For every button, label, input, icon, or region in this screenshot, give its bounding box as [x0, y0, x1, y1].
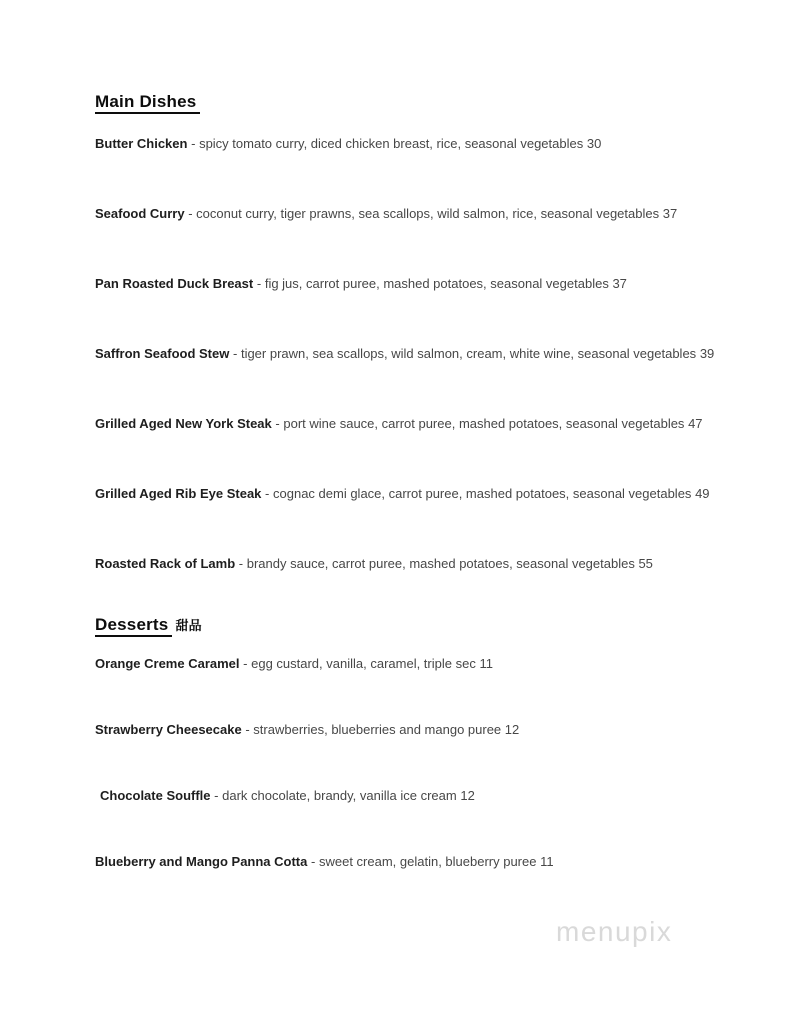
- dish-description: dark chocolate, brandy, vanilla ice cream: [222, 788, 457, 803]
- dish-name: Chocolate Souffle: [100, 788, 211, 803]
- menu-item-pan-roasted-duck-breast: [95, 277, 753, 291]
- dish-separator: -: [188, 206, 193, 221]
- section-desserts: [95, 615, 753, 869]
- dish-price: 55: [638, 556, 653, 571]
- dish-price: 49: [695, 486, 710, 501]
- menupix-watermark: menupix: [556, 916, 673, 947]
- dish-description: brandy sauce, carrot puree, mashed potatoes, seasonal vegetables: [246, 556, 635, 571]
- dish-price: 37: [662, 206, 678, 221]
- menu-item-strawberry-cheesecake: [95, 723, 753, 737]
- section-main-dishes: [95, 92, 753, 571]
- section-title-text: Desserts: [95, 615, 172, 637]
- dish-description: spicy tomato curry, diced chicken breast, rice, seasonal vegetables: [199, 136, 584, 151]
- dish-separator: -: [245, 722, 250, 737]
- dish-description: port wine sauce, carrot puree, mashed potatoes, seasonal vegetables: [283, 416, 685, 431]
- dish-description: cognac demi glace, carrot puree, mashed potatoes, seasonal vegetables: [273, 486, 692, 501]
- section-title-chinese: 甜品: [175, 618, 202, 633]
- dish-price: 37: [612, 276, 627, 291]
- section-title-main-dishes: [95, 92, 753, 114]
- dish-separator: -: [238, 556, 244, 571]
- dish-price: 12: [460, 788, 475, 803]
- dish-description: strawberries, blueberries and mango puree: [253, 722, 502, 737]
- dish-name: Pan Roasted Duck Breast: [95, 276, 254, 291]
- dish-description: egg custard, vanilla, caramel, triple sec: [251, 656, 476, 671]
- menu-item-saffron-seafood-stew: [95, 347, 753, 361]
- dish-separator: -: [265, 486, 270, 501]
- dish-price: 12: [504, 722, 520, 737]
- menu-item-seafood-curry: [95, 207, 753, 221]
- dish-description: tiger prawn, sea scallops, wild salmon, cream, white wine, seasonal vegetables: [240, 346, 697, 361]
- menu-item-grilled-aged-rib-eye-steak: [95, 487, 753, 501]
- dish-price: 11: [540, 854, 554, 869]
- dish-price: 11: [479, 656, 493, 671]
- dish-separator: -: [243, 656, 248, 671]
- dish-name: Strawberry Cheesecake: [95, 722, 242, 737]
- menu-item-grilled-aged-new-york-steak: [95, 417, 753, 431]
- menu-item-chocolate-souffle: [100, 789, 753, 803]
- dish-name: Roasted Rack of Lamb: [95, 556, 236, 571]
- dish-description: sweet cream, gelatin, blueberry puree: [318, 854, 537, 869]
- dish-name: Saffron Seafood Stew: [95, 346, 230, 361]
- dish-name: Butter Chicken: [95, 136, 188, 151]
- dish-separator: -: [311, 854, 316, 869]
- section-title-desserts: [95, 615, 753, 637]
- dish-price: 30: [586, 136, 602, 151]
- menu-item-roasted-rack-of-lamb: [95, 557, 753, 571]
- menu-item-butter-chicken: [95, 137, 753, 151]
- dish-description: coconut curry, tiger prawns, sea scallops, wild salmon, rice, seasonal vegetables: [196, 206, 660, 221]
- dish-name: Orange Creme Caramel: [95, 656, 240, 671]
- section-title-text: Main Dishes: [95, 92, 200, 114]
- menu-item-blueberry-mango-panna-cotta: [95, 855, 753, 869]
- dish-separator: -: [256, 276, 262, 291]
- menu-content: [95, 92, 753, 921]
- dish-separator: -: [232, 346, 238, 361]
- dish-separator: -: [214, 788, 219, 803]
- menu-item-orange-creme-caramel: [95, 657, 753, 671]
- dish-name: Seafood Curry: [95, 206, 185, 221]
- dish-separator: -: [191, 136, 196, 151]
- dish-price: 39: [699, 346, 715, 361]
- dish-name: Grilled Aged Rib Eye Steak: [95, 486, 262, 501]
- dish-name: Grilled Aged New York Steak: [95, 416, 272, 431]
- dish-separator: -: [275, 416, 280, 431]
- dish-price: 47: [688, 416, 703, 431]
- dish-description: fig jus, carrot puree, mashed potatoes, seasonal vegetables: [264, 276, 609, 291]
- dish-name: Blueberry and Mango Panna Cotta: [95, 854, 308, 869]
